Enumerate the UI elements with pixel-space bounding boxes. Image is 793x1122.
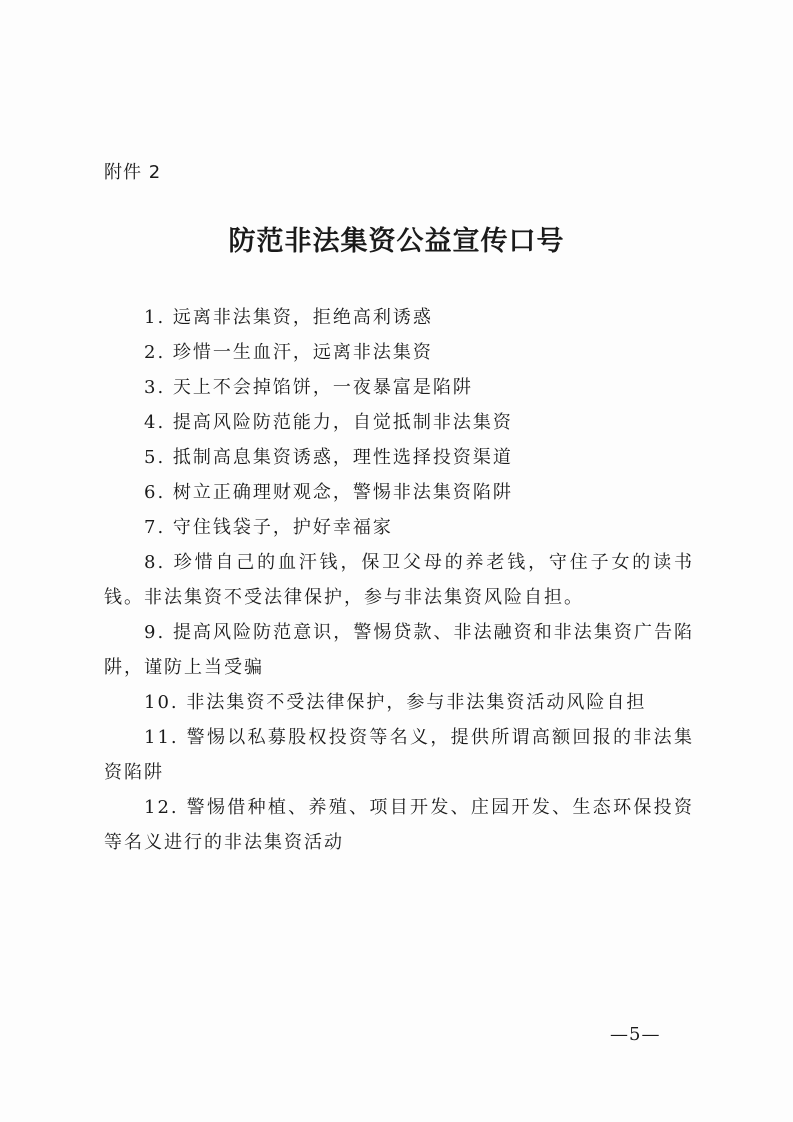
slogan-item: 6. 树立正确理财观念，警惕非法集资陷阱 xyxy=(144,482,513,503)
slogan-item: 3. 天上不会掉馅饼，一夜暴富是陷阱 xyxy=(144,377,473,398)
slogan-item: 7. 守住钱袋子，护好幸福家 xyxy=(144,517,393,538)
slogan-item: 9. 提高风险防范意识，警惕贷款、非法融资和非法集资广告陷阱，谨防上当受骗 xyxy=(104,622,694,678)
slogan-item: 11. 警惕以私募股权投资等名义，提供所谓高额回报的非法集资陷阱 xyxy=(104,727,694,783)
page-title: 防范非法集资公益宣传口号 xyxy=(228,226,565,257)
slogan-list xyxy=(104,300,694,860)
page-number: —5— xyxy=(610,1024,661,1045)
slogan-item: 10. 非法集资不受法律保护，参与非法集资活动风险自担 xyxy=(144,692,647,713)
slogan-item: 4. 提高风险防范能力，自觉抵制非法集资 xyxy=(144,412,513,433)
slogan-item: 8. 珍惜自己的血汗钱，保卫父母的养老钱，守住子女的读书钱。非法集资不受法律保护，参与非法集资风险自担。 xyxy=(104,552,694,608)
slogan-item: 2. 珍惜一生血汗，远离非法集资 xyxy=(144,342,433,363)
slogan-item: 5. 抵制高息集资诱惑，理性选择投资渠道 xyxy=(144,447,513,468)
slogan-item: 1. 远离非法集资，拒绝高利诱惑 xyxy=(144,307,433,328)
attachment-label: 附件 2 xyxy=(104,162,162,183)
slogan-item: 12. 警惕借种植、养殖、项目开发、庄园开发、生态环保投资等名义进行的非法集资活动 xyxy=(104,797,694,853)
